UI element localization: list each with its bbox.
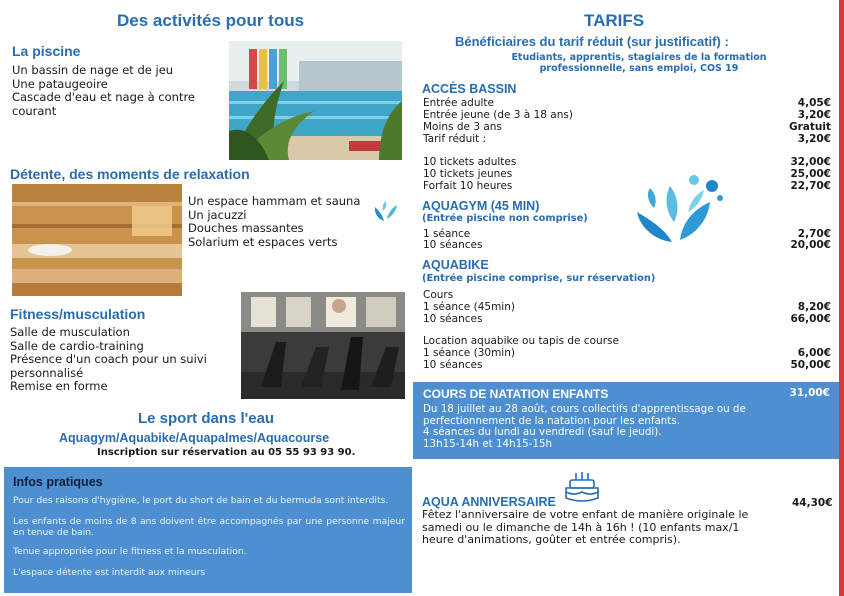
- price-value: Gratuit: [789, 121, 831, 133]
- price-label: 10 tickets jeunes: [423, 168, 513, 180]
- cours-line: Du 18 juillet au 28 août, cours collectifs d'apprentissage ou de: [423, 403, 746, 415]
- price-value: 6,00€: [797, 347, 831, 359]
- cours-line: 13h15-14h et 14h15-15h: [423, 437, 553, 450]
- piscine-heading: La piscine: [12, 43, 81, 59]
- reduit-line: Etudiants, apprentis, stagiaires de la formation: [511, 52, 767, 63]
- list-item: personnalisé: [10, 365, 84, 380]
- price-row: [423, 313, 831, 325]
- anniversaire-line: samedi ou le dimanche de 14h à 16h ! (10 enfants max/1: [422, 520, 740, 534]
- price-label: Forfait 10 heures: [423, 180, 513, 192]
- fitness-list: [10, 326, 207, 394]
- sport-eau-heading: Le sport dans l'eau: [138, 410, 275, 427]
- price-label: Entrée jeune (de 3 à 18 ans): [423, 109, 573, 121]
- list-item: Salle de musculation: [10, 325, 130, 339]
- infos-item: Pour des raisons d'hygiène, le port du short de bain et du bermuda sont interdits.: [13, 495, 389, 506]
- infos-pratiques-panel: [4, 467, 412, 593]
- price-row: [423, 109, 831, 121]
- price-label: Entrée adulte: [423, 97, 494, 109]
- price-value: 32,00€: [790, 156, 831, 168]
- price-label: 1 séance: [423, 228, 471, 240]
- anniversaire-heading: AQUA ANNIVERSAIRE: [422, 495, 556, 509]
- price-value: 22,70€: [790, 180, 831, 192]
- cours-natation-panel: [413, 382, 840, 459]
- aquabike-heading: AQUABIKE: [422, 258, 489, 272]
- price-row: [423, 301, 831, 313]
- list-item: Présence d'un coach pour un suivi: [10, 352, 207, 366]
- gym-photo: [241, 292, 405, 399]
- price-value: 20,00€: [790, 239, 831, 251]
- list-item: Une pataugeoire: [12, 76, 108, 91]
- anniversaire-line: Fêtez l'anniversaire de votre enfant de manière originale le: [422, 508, 749, 521]
- aquabike-location-label: Location aquabike ou tapis de course: [423, 335, 619, 347]
- piscine-list: [12, 64, 195, 118]
- anniversaire-text: [422, 509, 748, 547]
- price-value: 4,05€: [797, 97, 831, 109]
- list-item: Solarium et espaces verts: [188, 234, 338, 249]
- price-value: 25,00€: [790, 168, 831, 180]
- list-item: Salle de cardio-training: [10, 338, 144, 353]
- tarifs-title: TARIFS: [584, 11, 645, 30]
- price-row: [423, 133, 831, 145]
- price-label: 10 tickets adultes: [423, 156, 517, 168]
- cours-natation-text: [423, 404, 746, 450]
- anniversaire-line: heure d'animations, goûter et entrée compris).: [422, 533, 681, 546]
- price-label: 1 séance (30min): [423, 347, 515, 359]
- price-label: 10 séances: [423, 359, 483, 371]
- price-label: 10 séances: [423, 313, 483, 325]
- price-value: 66,00€: [790, 313, 831, 325]
- price-value: 50,00€: [790, 359, 831, 371]
- detente-heading: Détente, des moments de relaxation: [10, 166, 250, 182]
- list-item: Un jacuzzi: [188, 207, 247, 222]
- reduit-heading: Bénéficiaires du tarif réduit (sur justificatif) :: [455, 34, 729, 49]
- price-label: Moins de 3 ans: [423, 121, 502, 133]
- price-value: 3,20€: [797, 133, 831, 145]
- infos-heading: Infos pratiques: [13, 475, 103, 489]
- price-row: [423, 359, 831, 371]
- list-item: courant: [12, 103, 57, 118]
- list-item: Un bassin de nage et de jeu: [12, 63, 174, 77]
- price-value: 2,70€: [797, 228, 831, 240]
- reduit-beneficiaries: [494, 52, 784, 74]
- list-item: Remise en forme: [10, 379, 108, 393]
- activities-title: Des activités pour tous: [117, 11, 305, 30]
- aquabike-note: (Entrée piscine comprise, sur réservation): [422, 273, 656, 284]
- price-row: [423, 180, 831, 192]
- price-label: Tarif réduit :: [423, 133, 487, 145]
- cours-natation-price: 31,00€: [789, 387, 830, 399]
- price-row: [423, 121, 831, 133]
- price-row: [423, 97, 831, 109]
- cours-line: perfectionnement de la natation pour les enfants.: [423, 414, 680, 427]
- price-row: [423, 156, 831, 168]
- aquabike-cours-label: Cours: [423, 289, 454, 301]
- aquagym-note: (Entrée piscine non comprise): [422, 213, 588, 224]
- price-value: 8,20€: [797, 301, 831, 313]
- price-row: [423, 347, 831, 359]
- price-label: 1 séance (45min): [423, 301, 515, 313]
- list-item: Douches massantes: [188, 221, 304, 235]
- cours-natation-heading: COURS DE NATATION ENFANTS: [423, 387, 609, 401]
- infos-item: Les enfants de moins de 8 ans doivent être accompagnés par une personne majeur en tenue de bain.: [13, 516, 405, 538]
- list-item: Cascade d'eau et nage à contre: [12, 90, 196, 104]
- acces-bassin-heading: ACCÈS BASSIN: [422, 82, 517, 96]
- price-row: [423, 239, 831, 251]
- price-row: [423, 168, 831, 180]
- reduit-line: professionnelle, sans emploi, COS 19: [539, 63, 739, 74]
- water-drop-icon: [370, 199, 400, 225]
- pool-photo: [229, 41, 402, 160]
- fitness-heading: Fitness/musculation: [10, 306, 146, 322]
- detente-list: [188, 195, 360, 249]
- page-border: [839, 0, 844, 596]
- sport-eau-subheading: Aquagym/Aquabike/Aquapalmes/Aquacourse: [59, 431, 330, 445]
- price-value: 3,20€: [797, 109, 831, 121]
- list-item: Un espace hammam et sauna: [188, 194, 361, 208]
- infos-item: L'espace détente est interdit aux mineurs: [13, 567, 206, 578]
- aquagym-heading: AQUAGYM (45 MIN): [422, 199, 540, 213]
- price-label: 10 séances: [423, 239, 483, 251]
- sauna-photo: [12, 184, 182, 296]
- inscription-text: Inscription sur réservation au 05 55 93 93 90.: [97, 447, 356, 458]
- anniversaire-price: 44,30€: [792, 497, 833, 509]
- infos-item: Tenue appropriée pour le fitness et la musculation.: [13, 546, 247, 557]
- birthday-cake-icon: [564, 470, 600, 504]
- cours-line: 4 séances du lundi au vendredi (sauf le jeudi).: [423, 426, 662, 438]
